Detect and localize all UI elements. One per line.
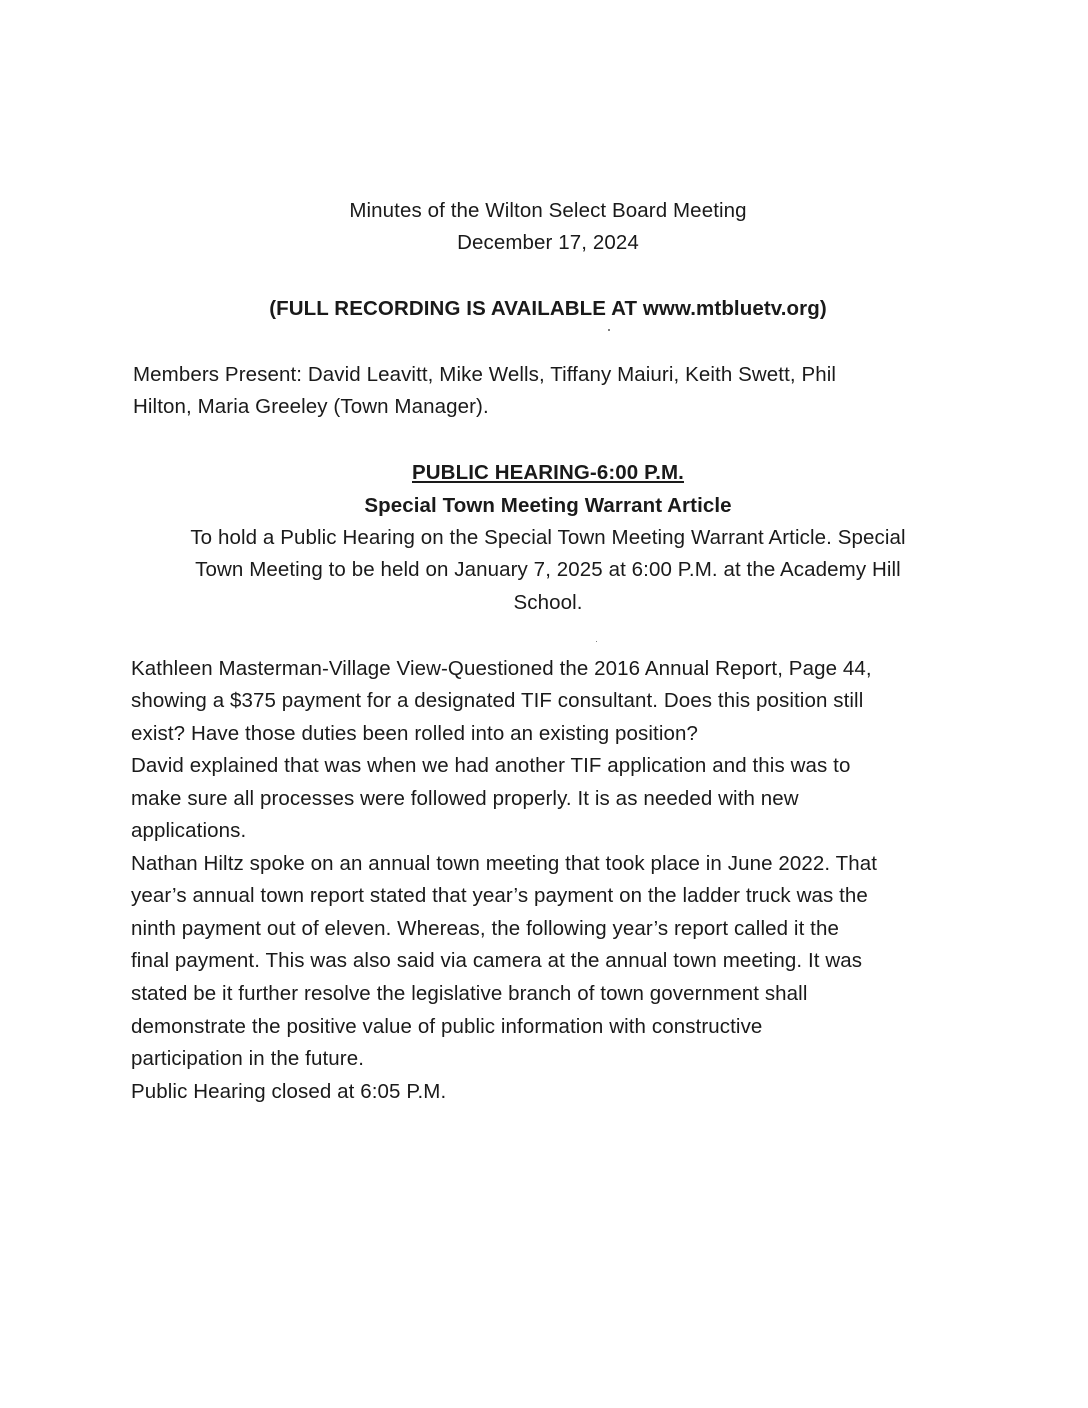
public-hearing-description-line: School.: [513, 591, 583, 614]
public-hearing-description-line: To hold a Public Hearing on the Special Town Meeting Warrant Article. Special: [190, 526, 906, 549]
recording-note: (FULL RECORDING IS AVAILABLE AT www.mtbluetv.org): [269, 297, 827, 320]
discussion-line: year’s annual town report stated that year’s payment on the ladder truck was the: [131, 884, 868, 907]
public-hearing-heading: PUBLIC HEARING-6:00 P.M.: [412, 461, 684, 484]
meeting-date: December 17, 2024: [457, 231, 639, 254]
public-hearing-subheading: Special Town Meeting Warrant Article: [364, 494, 732, 517]
members-present-line: Hilton, Maria Greeley (Town Manager).: [133, 395, 489, 418]
discussion-line: participation in the future.: [131, 1047, 364, 1070]
discussion-line: ninth payment out of eleven. Whereas, the following year’s report called it the: [131, 917, 839, 940]
discussion-line: exist? Have those duties been rolled into an existing position?: [131, 722, 698, 745]
hearing-closed-line: Public Hearing closed at 6:05 P.M.: [131, 1080, 447, 1103]
discussion-line: demonstrate the positive value of public information with constructive: [131, 1015, 763, 1038]
scan-speck: [608, 329, 610, 331]
discussion-line: showing a $375 payment for a designated TIF consultant. Does this position still: [131, 689, 864, 712]
public-hearing-description-line: Town Meeting to be held on January 7, 2025 at 6:00 P.M. at the Academy Hill: [195, 558, 901, 581]
discussion-line: Kathleen Masterman-Village View-Questioned the 2016 Annual Report, Page 44,: [131, 657, 872, 680]
discussion-line: make sure all processes were followed properly. It is as needed with new: [131, 787, 799, 810]
members-present-line: Members Present: David Leavitt, Mike Wells, Tiffany Maiuri, Keith Swett, Phil: [133, 363, 837, 386]
discussion-line: applications.: [131, 819, 247, 842]
discussion-line: David explained that was when we had another TIF application and this was to: [131, 754, 851, 777]
document-title: Minutes of the Wilton Select Board Meeting: [349, 199, 747, 222]
discussion-line: stated be it further resolve the legislative branch of town government shall: [131, 982, 808, 1005]
discussion-line: final payment. This was also said via camera at the annual town meeting. It was: [131, 949, 863, 972]
discussion-line: Nathan Hiltz spoke on an annual town meeting that took place in June 2022. That: [131, 852, 878, 875]
scan-speck: [596, 641, 597, 642]
